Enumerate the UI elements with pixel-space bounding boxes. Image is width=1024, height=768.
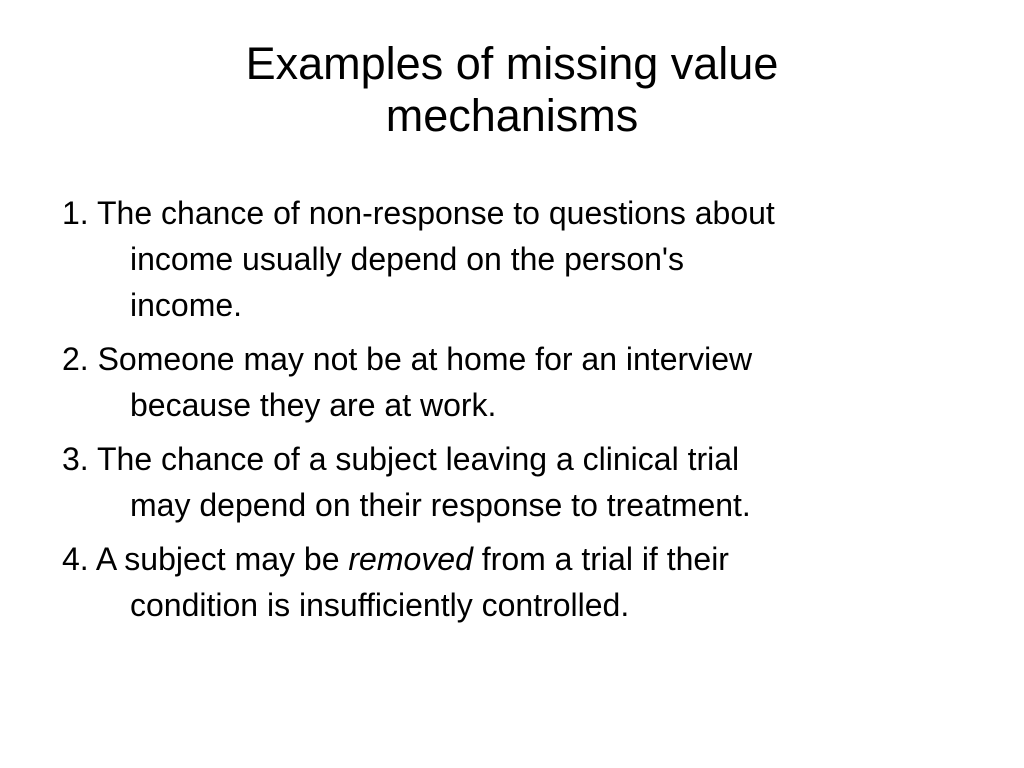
item-1-line-2: income usually depend on the person's (130, 241, 685, 277)
list-item-2 (62, 336, 982, 428)
item-4-emphasis: removed (348, 541, 473, 577)
item-3-line-1: 3. The chance of a subject leaving a clinical trial (62, 441, 740, 477)
title-line-2: mechanisms (385, 90, 639, 141)
item-2-line-2: because they are at work. (130, 387, 497, 423)
bullet-list (62, 190, 982, 636)
slide-title (60, 38, 964, 142)
item-3-line-2: may depend on their response to treatment. (130, 487, 751, 523)
item-4-text-before: 4. A subject may be (62, 541, 349, 577)
list-item-4 (62, 536, 982, 628)
item-4-line-2: condition is insufficiently controlled. (130, 587, 630, 623)
item-1-line-1: 1. The chance of non-response to questions about (62, 195, 775, 231)
list-item-1 (62, 190, 982, 328)
item-1-line-3: income. (130, 287, 243, 323)
list-item-3 (62, 436, 982, 528)
item-4-line-1 (62, 536, 982, 582)
title-line-1: Examples of missing value (245, 38, 779, 89)
item-4-text-after: from a trial if their (472, 541, 729, 577)
item-2-line-1: 2. Someone may not be at home for an interview (62, 341, 753, 377)
